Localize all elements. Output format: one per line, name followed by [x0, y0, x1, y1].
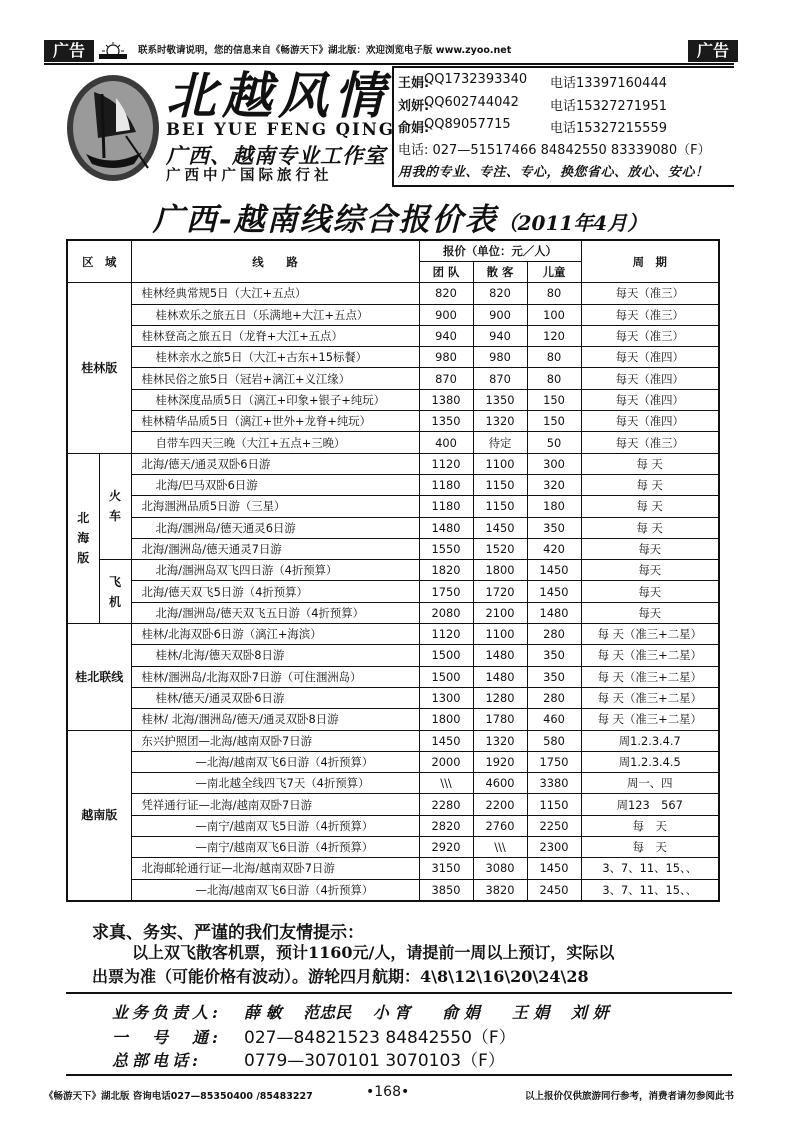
contact-row [398, 95, 667, 114]
brand-name-cn: 北越风情 [166, 66, 390, 125]
individual-price: 1520 [473, 538, 527, 559]
child-price: 300 [527, 453, 581, 474]
hq-phone-label: 总部电话: [112, 1051, 202, 1070]
route-cell: 自带车四天三晚（大江+五点+三晚） [131, 432, 419, 453]
table-row [67, 411, 719, 432]
individual-price: 1100 [473, 453, 527, 474]
route-cell: 凭祥通行证—北海/越南双卧7日游 [131, 794, 419, 815]
table-row [67, 794, 719, 815]
individual-price: 1800 [473, 560, 527, 581]
group-price: 1300 [419, 687, 473, 708]
child-price: 280 [527, 624, 581, 645]
group-price: 820 [419, 283, 473, 304]
table-row [67, 773, 719, 794]
schedule-cell: 每天（准四） [581, 389, 719, 410]
individual-price: 1150 [473, 474, 527, 495]
ad-label-left: 广告 [44, 40, 94, 62]
individual-price: 1480 [473, 666, 527, 687]
header-group: 团 队 [419, 262, 473, 283]
individual-price: 1350 [473, 389, 527, 410]
child-price: 1750 [527, 751, 581, 772]
individual-price: 2760 [473, 815, 527, 836]
contact-name: 王娟: [398, 76, 430, 91]
child-price: 50 [527, 432, 581, 453]
table-row [67, 666, 719, 687]
schedule-cell: 每 天（准三+二星） [581, 666, 719, 687]
table-row [67, 325, 719, 346]
footer-disclaimer: 以上报价仅供旅游同行参考，消费者请勿参阅此书 [524, 1091, 734, 1102]
child-price: 120 [527, 325, 581, 346]
group-price: 1820 [419, 560, 473, 581]
schedule-cell: 每天 [581, 602, 719, 623]
sailboat-logo-icon [64, 72, 162, 184]
slogan: 用我的专业、专注、专心，换您省心、放心、安心！ [398, 165, 709, 180]
child-price: 1480 [527, 602, 581, 623]
route-cell: 桂林民俗之旅5日（冠岩+漓江+义江缘） [131, 368, 419, 389]
child-price: 2450 [527, 879, 581, 901]
page-number: •168• [366, 1084, 410, 1100]
table-row [67, 496, 719, 517]
contact-row [398, 72, 667, 91]
child-price: 80 [527, 283, 581, 304]
schedule-cell: 每 天 [581, 837, 719, 858]
header-divider [44, 63, 734, 65]
individual-price: 980 [473, 347, 527, 368]
table-row [67, 730, 719, 751]
schedule-cell: 每 天 [581, 815, 719, 836]
child-price: 420 [527, 538, 581, 559]
group-price: 1550 [419, 538, 473, 559]
individual-price: 4600 [473, 773, 527, 794]
route-cell: 桂林欢乐之旅五日（乐满地+大江+五点） [131, 304, 419, 325]
schedule-cell: 周1.2.3.4.7 [581, 730, 719, 751]
child-price: 320 [527, 474, 581, 495]
individual-price: 900 [473, 304, 527, 325]
table-row [67, 602, 719, 623]
group-price: 1480 [419, 517, 473, 538]
hotline-label: 一 号 通: [112, 1028, 222, 1047]
table-row [67, 624, 719, 645]
schedule-cell: 每 天（准三+二星） [581, 645, 719, 666]
hotline-value: 027—84821523 84842550（F） [244, 1028, 516, 1048]
individual-price: 1320 [473, 730, 527, 751]
route-cell: 北海邮轮通行证—北海/越南双卧7日游 [131, 858, 419, 879]
group-price: 1380 [419, 389, 473, 410]
route-cell: 北海/涠洲岛/德天通灵6日游 [131, 517, 419, 538]
individual-price: 1920 [473, 751, 527, 772]
group-price: 3850 [419, 879, 473, 901]
schedule-cell: 每天 [581, 581, 719, 602]
individual-price: 820 [473, 283, 527, 304]
group-price: 1500 [419, 666, 473, 687]
table-row [67, 517, 719, 538]
contact-phone: 电话15327215559 [550, 121, 667, 136]
managers-names: 薛 敏 范忠民 小 宵 俞 娟 王 娟 刘 妍 [244, 1003, 609, 1022]
header-price: 报价（单位：元／人） [419, 240, 581, 262]
child-price: 1450 [527, 560, 581, 581]
contact-qq: QQ1732393340 [424, 72, 528, 87]
route-cell: 桂林深度品质5日（漓江+印象+银子+纯玩） [131, 389, 419, 410]
group-price: 2080 [419, 602, 473, 623]
route-cell: 桂林/北海/德天双卧8日游 [131, 645, 419, 666]
child-price: 150 [527, 411, 581, 432]
header-individual: 散 客 [473, 262, 527, 283]
individual-price: 1720 [473, 581, 527, 602]
notes-line-1: 以上双飞散客机票，预计1160元/人，请提前一周以上预订，实际以 [132, 943, 615, 962]
magazine-logo-icon [96, 42, 130, 60]
contact-row [398, 117, 667, 136]
table-row [67, 837, 719, 858]
child-price: 150 [527, 389, 581, 410]
group-price: 1500 [419, 645, 473, 666]
child-price: 280 [527, 687, 581, 708]
child-price: 1450 [527, 581, 581, 602]
region-cell: 北海版 [67, 453, 99, 623]
top-notice [96, 40, 686, 62]
route-cell: 桂林精华品质5日（漓江+世外+龙脊+纯玩） [131, 411, 419, 432]
individual-price: 3080 [473, 858, 527, 879]
group-price: 1450 [419, 730, 473, 751]
header-route: 线 路 [131, 240, 419, 283]
table-row [67, 432, 719, 453]
office-phone: 电话: 027—51517466 84842550 83339080（F） [398, 143, 711, 158]
table-row [67, 645, 719, 666]
route-cell: 桂林/北海双卧6日游（漓江+海滨） [131, 624, 419, 645]
subregion-cell: 火车 [99, 453, 131, 559]
schedule-cell: 每天（准三） [581, 304, 719, 325]
route-cell: 桂林登高之旅五日（龙脊+大江+五点） [131, 325, 419, 346]
route-cell: 桂林经典常规5日（大江+五点） [131, 283, 419, 304]
hotline-line [112, 1023, 516, 1048]
schedule-cell: 每天（准三） [581, 432, 719, 453]
group-price: 1120 [419, 624, 473, 645]
child-price: 2250 [527, 815, 581, 836]
group-price: 1800 [419, 709, 473, 730]
table-row [67, 879, 719, 901]
schedule-cell: 周123 567 [581, 794, 719, 815]
individual-price: 2100 [473, 602, 527, 623]
group-price: 1180 [419, 496, 473, 517]
route-cell: —南北越全线四飞7天（4折预算） [131, 773, 419, 794]
group-price: 900 [419, 304, 473, 325]
hq-phone-value: 0779—3070101 3070103（F） [244, 1051, 505, 1071]
individual-price: 1780 [473, 709, 527, 730]
route-cell: —北海/越南双飞6日游（4折预算） [131, 879, 419, 901]
header-child: 儿童 [527, 262, 581, 283]
individual-price: 940 [473, 325, 527, 346]
schedule-cell: 每天 [581, 560, 719, 581]
region-cell: 越南版 [67, 730, 131, 901]
child-price: 1150 [527, 794, 581, 815]
group-price: 1350 [419, 411, 473, 432]
schedule-cell: 周1.2.3.4.5 [581, 751, 719, 772]
table-row [67, 815, 719, 836]
individual-price: 待定 [473, 432, 527, 453]
schedule-cell: 每天（准三） [581, 283, 719, 304]
route-cell: 北海/涠洲岛双飞四日游（4折预算） [131, 560, 419, 581]
schedule-cell: 每 天 [581, 496, 719, 517]
route-cell: —北海/越南双飞6日游（4折预算） [131, 751, 419, 772]
individual-price: 3820 [473, 879, 527, 901]
table-row [67, 581, 719, 602]
top-notice-text: 联系时敬请说明，您的信息来自《畅游天下》湖北版：欢迎浏览电子版 www.zyoo.net [138, 45, 512, 56]
route-cell: 桂林/涠洲岛/北海双卧7日游（可住涠洲岛） [131, 666, 419, 687]
managers-line [112, 1000, 609, 1023]
route-cell: 北海/巴马双卧6日游 [131, 474, 419, 495]
group-price: 1180 [419, 474, 473, 495]
group-price: 1750 [419, 581, 473, 602]
individual-price: 1100 [473, 624, 527, 645]
individual-price: 1280 [473, 687, 527, 708]
schedule-cell: 每天 [581, 538, 719, 559]
table-row [67, 283, 719, 304]
group-price: 940 [419, 325, 473, 346]
route-cell: 北海/涠洲岛/德天通灵7日游 [131, 538, 419, 559]
table-row [67, 858, 719, 879]
route-cell: 桂林/ 北海/涠洲岛/德天/通灵双卧8日游 [131, 709, 419, 730]
child-price: 3380 [527, 773, 581, 794]
hq-phone-line [112, 1046, 505, 1071]
table-row [67, 709, 719, 730]
route-cell: 桂林亲水之旅5日（大江+古东+15标餐） [131, 347, 419, 368]
page-title [0, 194, 800, 239]
contact-phone: 电话13397160444 [550, 76, 667, 91]
child-price: 80 [527, 368, 581, 389]
schedule-cell: 每天（准四） [581, 411, 719, 432]
group-price: 400 [419, 432, 473, 453]
contact-qq: QQ602744042 [424, 95, 519, 110]
title-main: 广西-越南线综合报价表 [152, 202, 498, 238]
child-price: 2300 [527, 837, 581, 858]
child-price: 350 [527, 517, 581, 538]
table-row [67, 538, 719, 559]
schedule-cell: 每天（准四） [581, 347, 719, 368]
individual-price: \\\ [473, 837, 527, 858]
child-price: 460 [527, 709, 581, 730]
table-row [67, 751, 719, 772]
route-cell: —南宁/越南双飞5日游（4折预算） [131, 815, 419, 836]
contact-qq: QQ89057715 [424, 117, 511, 132]
contact-phone: 电话15327271951 [550, 99, 667, 114]
schedule-cell: 每 天 [581, 453, 719, 474]
contact-name: 俞娟: [398, 121, 430, 136]
group-price: 2820 [419, 815, 473, 836]
child-price: 580 [527, 730, 581, 751]
group-price: 1120 [419, 453, 473, 474]
schedule-cell: 周一、四 [581, 773, 719, 794]
route-cell: 北海/涠洲岛/德天双飞五日游（4折预算） [131, 602, 419, 623]
group-price: 2000 [419, 751, 473, 772]
schedule-cell: 每 天（准三+二星） [581, 709, 719, 730]
footer-magazine-info: 《畅游天下》湖北版 咨询电话027—85350400 /85483227 [44, 1091, 313, 1102]
schedule-cell: 每 天 [581, 474, 719, 495]
individual-price: 2200 [473, 794, 527, 815]
child-price: 180 [527, 496, 581, 517]
managers-label: 业务负责人: [112, 1003, 222, 1022]
region-cell: 桂林版 [67, 283, 131, 453]
individual-price: 870 [473, 368, 527, 389]
table-row [67, 304, 719, 325]
schedule-cell: 每 天 [581, 517, 719, 538]
title-date: （2011年4月） [497, 211, 648, 235]
table-row [67, 474, 719, 495]
group-price: \\\ [419, 773, 473, 794]
child-price: 1450 [527, 858, 581, 879]
table-row [67, 389, 719, 410]
table-row [67, 453, 719, 474]
individual-price: 1320 [473, 411, 527, 432]
header-schedule: 周 期 [581, 240, 719, 283]
table-row [67, 347, 719, 368]
child-price: 100 [527, 304, 581, 325]
header-region: 区 域 [67, 240, 131, 283]
group-price: 3150 [419, 858, 473, 879]
group-price: 980 [419, 347, 473, 368]
subregion-cell: 飞机 [99, 560, 131, 624]
route-cell: 北海/德天双飞5日游（4折预算） [131, 581, 419, 602]
contact-name: 刘妍: [398, 99, 430, 114]
brand-name-en: BEI YUE FENG QING [166, 120, 395, 139]
schedule-cell: 3、7、11、15、、 [581, 879, 719, 901]
agency-name: 广西中广国际旅行社 [166, 167, 333, 184]
table-row [67, 368, 719, 389]
price-table [66, 239, 720, 902]
group-price: 2280 [419, 794, 473, 815]
route-cell: 桂林/德天/通灵双卧6日游 [131, 687, 419, 708]
page-footer [44, 1084, 734, 1104]
table-row [67, 687, 719, 708]
child-price: 350 [527, 666, 581, 687]
individual-price: 1480 [473, 645, 527, 666]
group-price: 870 [419, 368, 473, 389]
schedule-cell: 每 天（准三+二星） [581, 687, 719, 708]
brand-subtitle: 广西、越南专业工作室 [166, 143, 386, 168]
route-cell: 东兴护照团—北海/越南双卧7日游 [131, 730, 419, 751]
child-price: 80 [527, 347, 581, 368]
route-cell: 北海涠洲品质5日游（三星） [131, 496, 419, 517]
schedule-cell: 每天（准三） [581, 325, 719, 346]
group-price: 2920 [419, 837, 473, 858]
schedule-cell: 每天（准四） [581, 368, 719, 389]
route-cell: 北海/德天/通灵双卧6日游 [131, 453, 419, 474]
table-row [67, 560, 719, 581]
schedule-cell: 3、7、11、15、、 [581, 858, 719, 879]
individual-price: 1450 [473, 517, 527, 538]
schedule-cell: 每 天（准三+二星） [581, 624, 719, 645]
ad-label-right: 广告 [688, 40, 738, 62]
region-cell: 桂北联线 [67, 624, 131, 730]
child-price: 350 [527, 645, 581, 666]
notes-line-2: 出票为准（可能价格有波动）。游轮四月航期：4\8\12\16\20\24\28 [92, 967, 589, 986]
notes-heading: 求真、务实、严谨的我们友情提示： [92, 923, 364, 943]
route-cell: —南宁/越南双飞6日游（4折预算） [131, 837, 419, 858]
individual-price: 1150 [473, 496, 527, 517]
